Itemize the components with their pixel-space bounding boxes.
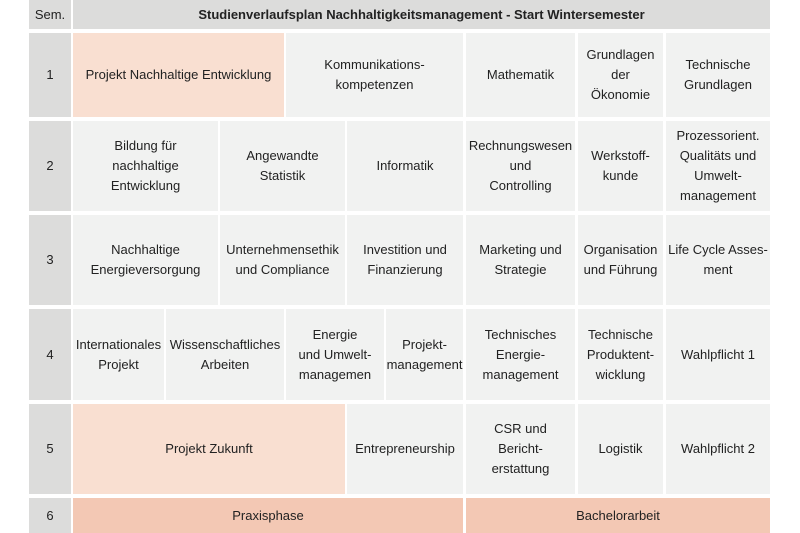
module-cell: Energie und Umwelt- managemen [286, 309, 384, 400]
module-cell: CSR und Bericht- erstattung [466, 404, 575, 494]
semester-number: 2 [29, 121, 71, 211]
module-cell: Bildung für nachhaltige Entwicklung [73, 121, 218, 211]
module-cell: Projekt- management [386, 309, 463, 400]
module-cell: Mathematik [466, 33, 575, 117]
semester-number: 4 [29, 309, 71, 400]
module-cell: Kommunikations- kompetenzen [286, 33, 463, 117]
module-cell: Life Cycle Asses- ment [666, 215, 770, 305]
module-cell: Rechnungswesen und Controlling [466, 121, 575, 211]
module-cell: Unternehmensethik und Compliance [220, 215, 345, 305]
module-cell: Praxisphase [73, 498, 463, 533]
module-cell: Investition und Finanzierung [347, 215, 463, 305]
module-cell: Wissenschaftliches Arbeiten [166, 309, 284, 400]
module-cell: Angewandte Statistik [220, 121, 345, 211]
semester-number: 3 [29, 215, 71, 305]
semester-number: 6 [29, 498, 71, 533]
module-cell: Projekt Zukunft [73, 404, 345, 494]
module-cell: Grundlagen der Ökonomie [578, 33, 663, 117]
table-title: Studienverlaufsplan Nachhaltigkeitsmanagement - Start Wintersemester [73, 0, 770, 29]
semester-column-header: Sem. [29, 0, 71, 29]
module-cell: Organisation und Führung [578, 215, 663, 305]
module-cell: Technisches Energie- management [466, 309, 575, 400]
semester-number: 5 [29, 404, 71, 494]
module-cell: Technische Produktent- wicklung [578, 309, 663, 400]
module-cell: Internationales Projekt [73, 309, 164, 400]
module-cell: Technische Grundlagen [666, 33, 770, 117]
module-cell: Prozessorient. Qualitäts und Umwelt- management [666, 121, 770, 211]
semester-number: 1 [29, 33, 71, 117]
module-cell: Wahlpflicht 2 [666, 404, 770, 494]
module-cell: Wahlpflicht 1 [666, 309, 770, 400]
module-cell: Informatik [347, 121, 463, 211]
module-cell: Marketing und Strategie [466, 215, 575, 305]
module-cell: Projekt Nachhaltige Entwicklung [73, 33, 284, 117]
module-cell: Nachhaltige Energieversorgung [73, 215, 218, 305]
module-cell: Bachelorarbeit [466, 498, 770, 533]
module-cell: Logistik [578, 404, 663, 494]
module-cell: Entrepreneurship [347, 404, 463, 494]
module-cell: Werkstoff- kunde [578, 121, 663, 211]
